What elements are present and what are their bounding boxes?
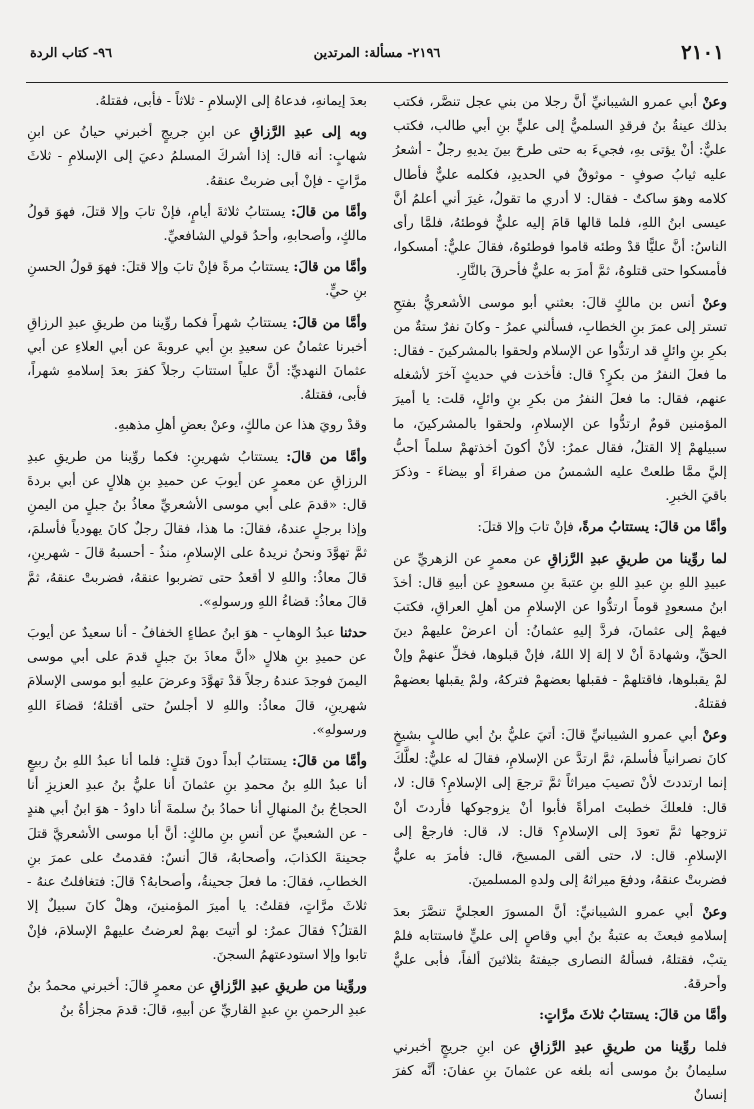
- paragraph-text: أبي عمرو الشيبانيِّ قالَ: أتيَ عليُّ بنُ أبي طالبٍ بشيخٍ كانَ نصرانياً فأسلمَ، ثمَّ ارتدَّ عن الإسلامِ، فقالَ له عليٌّ: لعلَّكَ إنما ارتددتَ لأنْ تصيبَ ميراثاً ثمَّ ترجعَ إلى الإسلامِ؟ قال: لا، قال: فلعلكَ خطبتَ امرأةً فأبوا أنْ يزوجوكها فأردتَ أنْ تزوجها ثمَّ تعودَ إلى الإسلامِ؟ قال: لا، قال: فارجعْ إلى الإسلامِ. قال: لا، حتى ألقى المسيحَ، قال: فأمرَ به عليٌّ فضربتْ عنقهُ، ودفعَ ميراثهُ إلى ولدهِ المسلمينَ.: [393, 728, 727, 889]
- running-header: [26, 30, 728, 78]
- paragraph: [393, 900, 727, 998]
- paragraph-text: عبدُ الوهابِ - هوَ ابنُ عطاءٍ الخفافُ - أنا سعيدٌ عن أيوبَ عن حميدِ بنِ هلالٍ «أنَّ معاذَ بنَ جبلٍ قدمَ على أبي موسى اليمنَ فوجدَ عندهُ رجلاً قدْ تهوَّدَ وعرضَ عليهِ أبو موسى الإسلامَ شهرينِ، قالَ معاذُ: واللهِ لا أجلسُ حتى أقتلهُ؛ قضاءَ اللهِ ورسولهِ».: [27, 626, 367, 738]
- paragraph-text: يستتابُ مرةً فإنْ تابَ وإلا قتلَ: فهوَ قولُ الحسنِ بنِ حيٍّ.: [27, 260, 367, 300]
- paragraph-pre: فلما: [704, 1039, 727, 1055]
- paragraph-lead: وعنْ: [702, 903, 727, 920]
- paragraph-text: عن معمرٍ عن الزهريِّ عن عبيدِ اللهِ بنِ عبدِ اللهِ بنِ عتبةَ بنِ مسعودٍ عن أبيهِ قال: أخذَ ابنُ مسعودٍ قوماً ارتدُّوا عن الإسلامِ من أهلِ العراقِ، فكتبَ فيهمْ إلى عثمانَ، فردَّ إليهِ عثمانُ: أن اعرضْ عليهمْ دينَ الحقِّ، وشهادةَ أنْ لا إلهَ إلا اللهُ، فإنْ قبلوها، فخلِّ عنهمْ وإنْ لمْ يقبلوها، فاقتلهمْ - فقبلها بعضهمْ فتركهُ، ولمْ يقبلها بعضهمْ فقتلهُ.: [393, 551, 727, 712]
- left-column: [27, 90, 367, 1085]
- section-heading: وأمَّا من قالَ: يستتابُ مرةً،: [578, 519, 727, 536]
- paragraph-text: عن ابنِ جريجٍ أخبرني حيانُ عن ابنِ شهابٍ: أنه قال: إذا أشركَ المسلمُ دعيَ إلى الإسلامِ - ثلاثَ مرَّاتٍ - فإنْ أبى ضربتْ عنقهُ.: [27, 125, 367, 189]
- paragraph-text: يستتابُ شهرينِ: فكما روِّينا من طريقِ عبدِ الرزاقِ عن معمرٍ عن أيوبَ عن حميدِ بنِ هلالٍ عن أبي بردةَ قال: «قدمَ على أبي موسى الأشعريِّ معاذُ بنُ جبلٍ من اليمنِ وإذا برجلٍ عندهُ، فقالَ: ما هذا، فقالَ رجلٌ كانَ يهودياً فأسلمَ، ثمَّ تهوَّدَ ونحنُ نريدهُ على الإسلامِ، منذُ - أحسبهُ قالَ - شهرينِ، قالَ معاذُ: واللهِ لا أقعدُ حتى تضربوا عنقهُ، فضربتْ عنقهُ، ثمَّ قالَ معاذُ: قضاءُ اللهِ ورسولهِ».: [27, 449, 367, 610]
- paragraph: [393, 1035, 727, 1109]
- paragraph-lead: وأمَّا من قالَ:: [292, 753, 367, 770]
- paragraph: [27, 974, 367, 1023]
- paragraph: [27, 120, 367, 194]
- paragraph: [27, 311, 367, 409]
- paragraph-lead: وأمَّا من قالَ:: [292, 314, 367, 331]
- header-divider: [26, 82, 728, 83]
- paragraph-lead: وعنْ: [702, 94, 727, 110]
- paragraph: [27, 621, 367, 743]
- paragraph: [393, 291, 727, 510]
- paragraph: [393, 1003, 727, 1028]
- paragraph-text: وقدْ رويَ هذا عن مالكٍ، وعنْ بعضِ أهلِ مذهبهِ.: [113, 418, 367, 434]
- paragraph-text: عن معمرٍ قالَ: أخبرني محمدُ بنُ عبدِ الرحمنِ بنِ عبدٍ القاريِّ عن أبيهِ، قالَ: قدمَ مجزأةُ بنُ: [27, 978, 367, 1019]
- page-number: ٢١٠١: [681, 40, 724, 64]
- issue-title: ٢١٩٦- مسألة: المرتدين: [313, 46, 441, 61]
- paragraph-lead: حدثنا: [339, 625, 367, 642]
- right-column: [393, 90, 727, 1103]
- paragraph: [27, 200, 367, 249]
- paragraph-text: يستتابُ شهراً فكما روِّينا من طريقِ عبدِ الرزاقِ أخبرنا عثمانُ عن سعيدِ بنِ أبي عروبةَ عن أبي العلاءِ عن أبي عثمانَ النهديِّ: أنَّ علياً استتابَ رجلاً كفرَ بعدَ إسلامهِ شهراً، فأبى، فقتلهُ.: [27, 315, 367, 404]
- paragraph-lead: وروِّينا من طريقِ عبدِ الرَّزاقِ: [209, 977, 367, 994]
- paragraph: [27, 255, 367, 304]
- paragraph-text: بعدَ إيمانهِ، فدعاهُ إلى الإسلامِ - ثلاثاً - فأبى، فقتلهُ.: [95, 94, 367, 109]
- paragraph: [27, 414, 367, 438]
- paragraph: [393, 515, 727, 540]
- paragraph-lead: وعنْ: [702, 294, 727, 311]
- section-heading: وأمَّا من قالَ: يستتابُ ثلاثَ مرَّاتٍ:: [539, 1007, 727, 1024]
- paragraph: [27, 749, 367, 968]
- paragraph-lead: وأمَّا من قالَ:: [290, 203, 367, 220]
- paragraph-text: أبي عمرو الشيبانيِّ: أنَّ المسورَ العجليَّ تنصَّرَ بعدَ إسلامهِ فبعثَ به عتبةُ بنُ أبي وقاصٍ إلى عليٍّ فاستتابه فلمْ يتبْ، فقتلهُ، فسألهُ النصارى جيفتهُ بثلاثينَ ألفاً، فأبى عليٌّ وأحرقهُ.: [393, 904, 727, 993]
- paragraph-lead: لما روِّينا من طريقِ عبدِ الرَّزاقِ: [547, 550, 727, 567]
- paragraph-text: فإنْ تابَ وإلا قتلَ:: [477, 520, 574, 536]
- paragraph: [393, 723, 727, 893]
- paragraph-lead: وأمَّا من قالَ:: [293, 259, 367, 276]
- paragraph: [27, 445, 367, 615]
- paragraph-lead: وبه إلى عبدِ الرَّزاقِ: [249, 124, 367, 141]
- paragraph-text: أنس بن مالكٍ قالَ: بعثني أبو موسى الأشعريُّ بفتحِ تستر إلى عمرَ بنِ الخطابِ، فسألني عمرُ - وكانَ نفرٌ ستةٌ من بكرِ بنِ وائلٍ قد ارتدُّوا عن الإسلام ولحقوا بالمشركينَ - فقال: ما فعلَ النفرُ من بكرٍ؟ قال: فأخذت في حديثٍ آخرَ لأشغله عنهم، فقال: ما فعلَ النفرُ من بكرِ بنِ وائلٍ، قلت: يا أميرَ المؤمنين قومٌ ارتدُّوا عن الإسلامِ، ولحقوا بالمشركينَ، ما سبيلهمْ إلا القتلُ، فقال عمرُ: لأنْ أكونَ أخذتهمْ سلماً أحبُّ إليَّ ممَّا طلعتْ عليه الشمسُ من صفراءَ أو بيضاءَ - وذكرَ باقيَ الخبرِ.: [393, 295, 727, 505]
- paragraph-text: يستتابُ أبداً دونَ قتلٍ: فلما أنا عبدُ اللهِ بنُ ربيعٍ أنا عبدُ اللهِ بنُ محمدِ بنِ عثمانَ أنا عليُّ بنُ عبدِ العزيزِ أنا الحجاجُ بنُ المنهالِ أنا حمادُ بنُ سلمةَ أنا داودُ - هوَ ابنُ أبي هندٍ - عن الشعبيِّ عن أنسِ بنِ مالكٍ: أنَّ أبا موسى الأشعريَّ قتلَ جحينةَ الكذابَ، وأصحابهُ، قالَ أنسٌ: فقدمتُ على عمرَ بنِ الخطابِ، فقالَ: ما فعلَ جحينةُ، وأصحابهُ؟ قالَ: فتغافلتُ عنهُ - ثلاثَ مرَّاتٍ، فقلتُ: يا أميرَ المؤمنينَ، وهلْ كانَ سبيلٌ إلا القتلُ؟ فقالَ عمرُ: لو أتيتَ بهمْ لعرضتُ عليهمْ الإسلامَ، فإنْ تابوا وإلا استودعتهمُ السجنَ.: [27, 754, 367, 963]
- paragraph-text: أبي عمرو الشيبانيِّ أنَّ رجلا من بني عجل تنصَّر، فكتب بذلك عينةُ بنُ فرقدِ السلميُّ إلى عليٍّ بنِ أبي طالب، فكتب عليٌّ: أنْ يؤتى بهِ، فجيءَ به حتى طرحَ بينَ يديهِ رجلٌ - أشعرُ عليه ثيابُ صوفٍ - موثوقٌ في الحديدِ، فكلمه عليٌّ فأطال كلامه وهوَ ساكتٌ - فقال: لا أدري ما تقولُ، غيرَ أني أعلمُ أنَّ عيسى ابنُ اللهِ، فلما قالها قامَ إليه عليٌّ فوطئهُ، فلمَّا رأى الناسُ: أنَّ عليًّا قدْ وطئه قاموا فوطئوهُ، فقالَ عليٌّ: أمسكوا، فأمسكوا حتى قتلوهُ، ثمَّ أمرَ به عليٌّ فأحرقَ بالنَّارِ.: [393, 95, 727, 280]
- paragraph: [393, 547, 727, 717]
- paragraph: [27, 90, 367, 114]
- paragraph-lead: وعنْ: [702, 727, 727, 744]
- paragraph: [393, 90, 727, 285]
- paragraph-lead: روِّينا من طريقِ عبدِ الرَّزاقِ: [529, 1038, 696, 1055]
- paragraph-text: يستتابُ ثلاثةَ أيامٍ، فإنْ تابَ وإلا قتلَ، فهوَ قولُ مالكٍ، وأصحابهِ، وأحدُ قولي الشافعيِّ.: [27, 204, 367, 245]
- paragraph-text: عن ابنِ جريجٍ أخبرني سليمانُ بنُ موسى أنه بلغه عن عثمانَ بنِ عفانَ: أنَّه كفرَ إنسانٌ: [393, 1039, 727, 1103]
- paragraph-lead: وأمَّا من قالَ:: [286, 448, 367, 465]
- book-title: ٩٦- كتاب الردة: [30, 46, 113, 61]
